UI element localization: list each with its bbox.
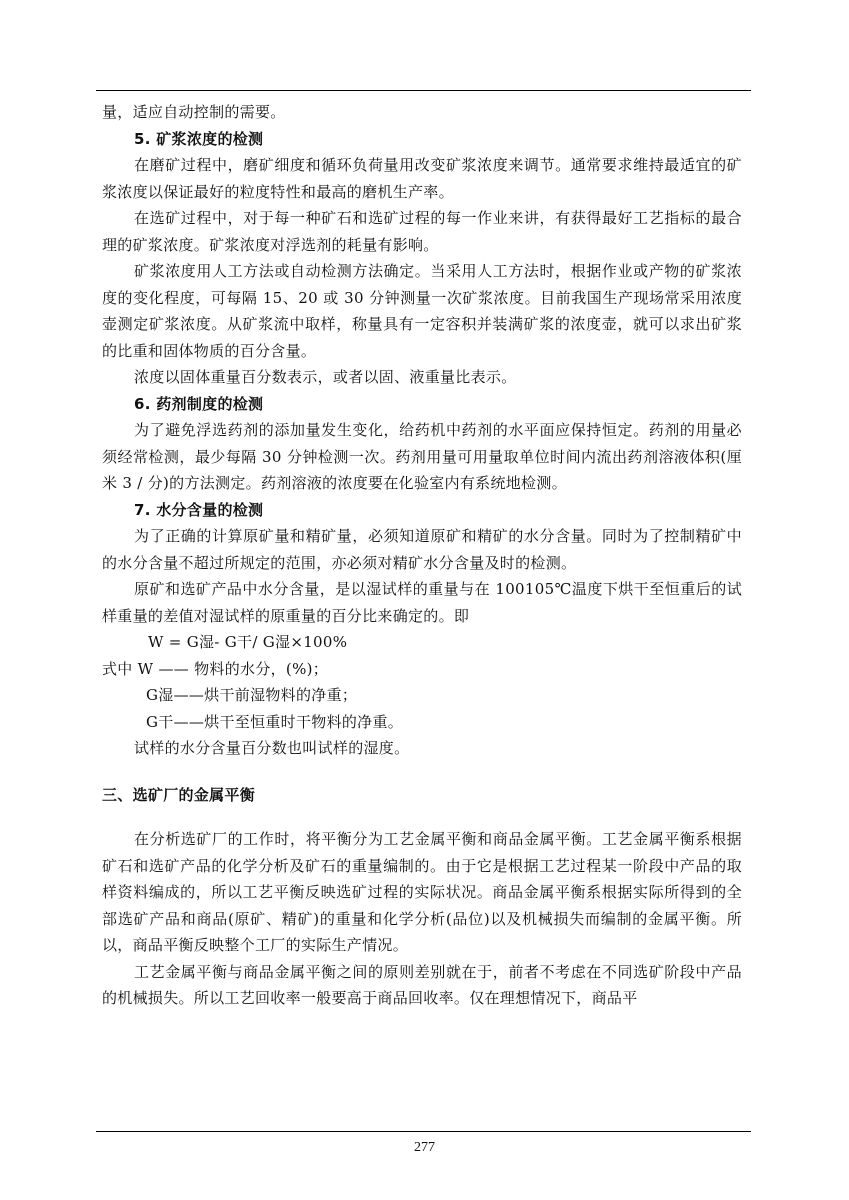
paragraph: 浓度以固体重量百分数表示，或者以固、液重量比表示。 (134, 368, 517, 386)
paragraph: 为了正确的计算原矿量和精矿量，必须知道原矿和精矿的水分含量。同时为了控制精矿中的水分含量不超过所规定的范围，亦必须对精矿水分含量及时的检测。 (102, 527, 742, 572)
subheading-slurry-density: 5. 矿浆浓度的检测 (134, 129, 264, 148)
section-heading-metal-balance: 三、选矿厂的金属平衡 (102, 785, 256, 804)
page-body (102, 99, 742, 1012)
paragraph: 原矿和选矿产品中水分含量，是以湿试样的重量与在 100105℃温度下烘干至恒重后的试样重量的差值对湿试样的原重量的百分比来确定的。即 (102, 580, 742, 625)
paragraph: 量，适应自动控制的需要。 (102, 103, 286, 121)
moisture-formula: W = G湿- G干/ G湿×100% (148, 633, 348, 651)
paragraph: 在选矿过程中，对于每一种矿石和选矿过程的每一作业来讲，有获得最好工艺指标的最合理的矿浆浓度。矿浆浓度对浮选剂的耗量有影响。 (102, 209, 742, 254)
header-rule (96, 90, 751, 91)
paragraph: 矿浆浓度用人工方法或自动检测方法确定。当采用人工方法时，根据作业或产物的矿浆浓度的变化程度，可每隔 15、20 或 30 分钟测量一次矿浆浓度。目前我国生产现场常采用浓度壶测定矿浆浓度。从矿浆流中取样，称量具有一定容积并装满矿浆的浓度壶，就可以求出矿浆的比重和固体物质的百分含量。 (102, 262, 742, 360)
page-number: 277 (414, 1140, 435, 1155)
subheading-reagent-regime: 6. 药剂制度的检测 (134, 394, 264, 413)
subheading-moisture-content: 7. 水分含量的检测 (134, 500, 264, 519)
formula-definition: G湿——烘干前湿物料的净重； (146, 686, 358, 704)
paragraph: 为了避免浮选药剂的添加量发生变化，给药机中药剂的水平面应保持恒定。药剂的用量必须经常检测，最少每隔 30 分钟检测一次。药剂用量可用量取单位时间内流出药剂溶液体积(厘米 3 / 分)的方法测定。药剂溶液的浓度要在化验室内有系统地检测。 (102, 421, 742, 492)
paragraph: 工艺金属平衡与商品金属平衡之间的原则差别就在于，前者不考虑在不同选矿阶段中产品的机械损失。所以工艺回收率一般要高于商品回收率。仅在理想情况下，商品平 (102, 962, 742, 1007)
paragraph: 在磨矿过程中，磨矿细度和循环负荷量用改变矿浆浓度来调节。通常要求维持最适宜的矿浆浓度以保证最好的粒度特性和最高的磨机生产率。 (102, 156, 742, 201)
formula-definition: G干——烘干至恒重时干物料的净重。 (146, 712, 404, 731)
paragraph: 在分析选矿厂的工作时，将平衡分为工艺金属平衡和商品金属平衡。工艺金属平衡系根据矿石和选矿产品的化学分析及矿石的重量编制的。由于它是根据工艺过程某一阶段中产品的取样资料编成的，所以工艺平衡反映选矿过程的实际状况。商品金属平衡系根据实际所得到的全部选矿产品和商品(原矿、精矿)的重量和化学分析(品位)以及机械损失而编制的金属平衡。所以，商品平衡反映整个工厂的实际生产情况。 (102, 830, 742, 954)
formula-definition: 式中 W —— 物料的水分，(%)； (102, 659, 329, 678)
footer-rule (96, 1131, 751, 1132)
paragraph: 试样的水分含量百分数也叫试样的湿度。 (134, 739, 410, 757)
